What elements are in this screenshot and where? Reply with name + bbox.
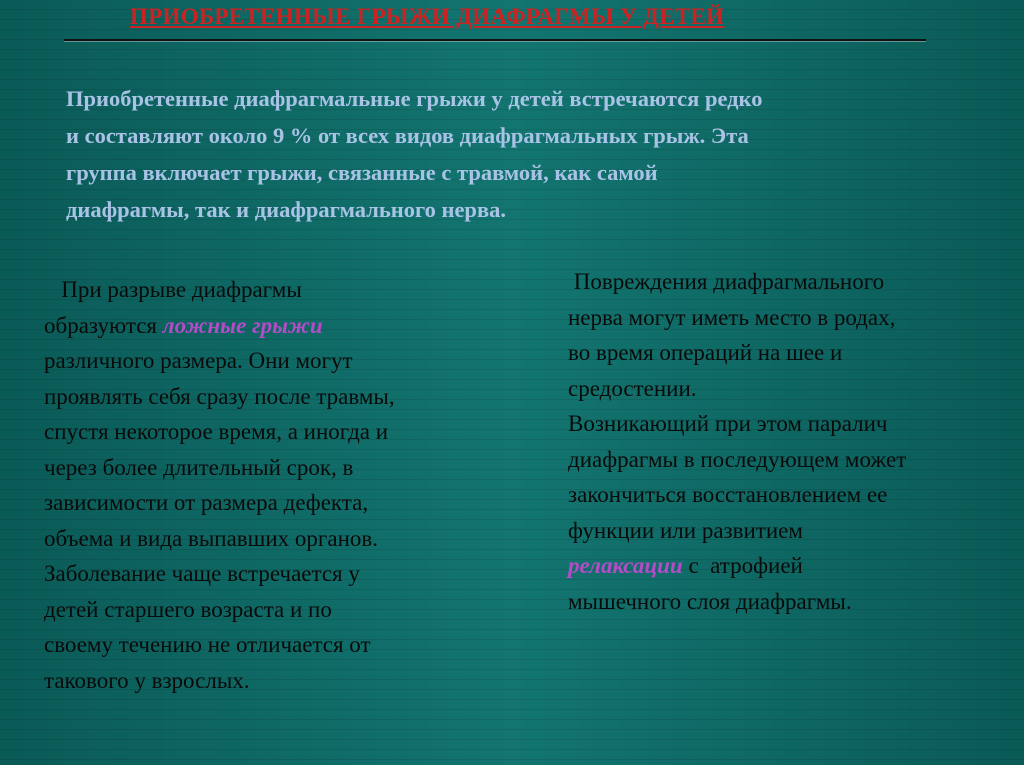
text-line: Возникающий при этом паралич bbox=[568, 411, 888, 436]
text-line: спустя некоторое время, а иногда и bbox=[44, 419, 389, 444]
intro-line: и составляют около 9 % от всех видов диафрагмальных грыж. Эта bbox=[66, 123, 749, 148]
text-line: различного размера. Они могут bbox=[44, 348, 353, 373]
slide-title: ПРИОБРЕТЕННЫЕ ГРЫЖИ ДИАФРАГМЫ У ДЕТЕЙ bbox=[130, 4, 725, 29]
text-line: детей старшего возраста и по bbox=[44, 596, 332, 622]
text-line: через более длительный срок, в bbox=[44, 454, 354, 480]
text-line: диафрагмы в последующем может bbox=[568, 446, 907, 472]
text-line: закончиться восстановлением ее bbox=[568, 482, 888, 507]
text-fragment: с атрофией bbox=[682, 553, 803, 578]
text-line: такового у взрослых. bbox=[44, 667, 250, 693]
text-line: нерва могут иметь место в родах, bbox=[568, 304, 896, 330]
text-line: во время операций на шее и bbox=[568, 340, 843, 365]
text-line: средостении. bbox=[568, 375, 697, 401]
highlight-false-hernias: ложные грыжи bbox=[162, 312, 323, 338]
text-fragment: образуются bbox=[44, 312, 163, 338]
highlight-relaxation: релаксации bbox=[568, 553, 683, 578]
intro-line: Приобретенные диафрагмальные грыжи у детей встречаются редко bbox=[66, 86, 763, 111]
left-column-text bbox=[44, 272, 514, 698]
text-line: При разрыве диафрагмы bbox=[44, 277, 302, 302]
text-line: объема и вида выпавших органов. bbox=[44, 525, 378, 551]
text-line: зависимости от размера дефекта, bbox=[44, 490, 369, 515]
intro-paragraph bbox=[66, 80, 966, 228]
text-line: Повреждения диафрагмального bbox=[568, 269, 885, 294]
text-line: своему течению не отличается от bbox=[44, 632, 371, 657]
intro-line: группа включает грыжи, связанные с травмой, как самой bbox=[66, 160, 658, 185]
title-underline-rule bbox=[64, 39, 926, 41]
right-column-text bbox=[568, 264, 1008, 619]
text-line: проявлять себя сразу после травмы, bbox=[44, 383, 395, 409]
intro-line: диафрагмы, так и диафрагмального нерва. bbox=[66, 197, 506, 222]
text-line: функции или развитием bbox=[568, 517, 803, 543]
text-line: Заболевание чаще встречается у bbox=[44, 561, 360, 586]
text-line bbox=[568, 548, 1008, 584]
text-line: мышечного слоя диафрагмы. bbox=[568, 588, 852, 614]
text-line bbox=[44, 308, 514, 344]
